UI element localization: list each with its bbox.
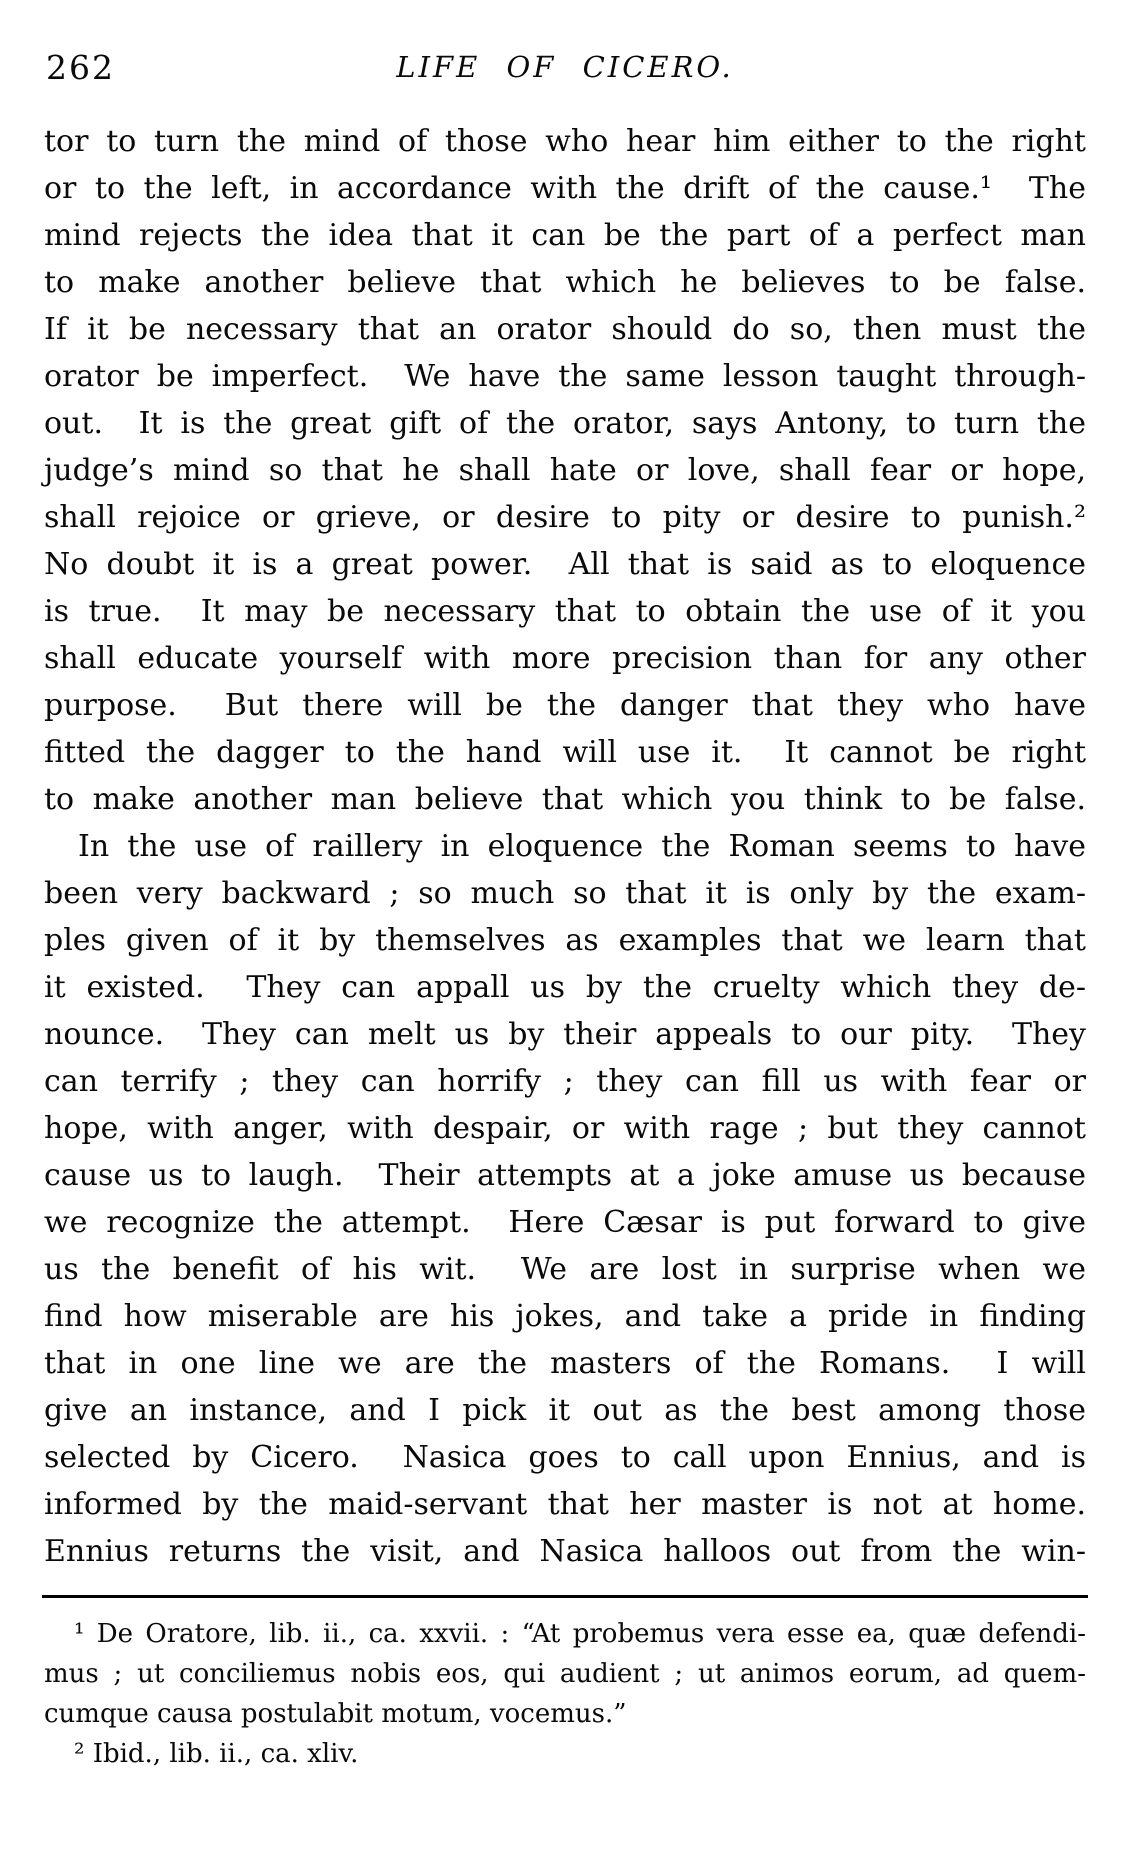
footnote-line: ² Ibid., lib. ii., ca. xliv. xyxy=(74,1739,359,1769)
text-line: fitted the dagger to the hand will use it. It cannot be right xyxy=(44,735,1086,770)
text-line: can terrify ; they can horrify ; they can fill us with fear or xyxy=(44,1064,1086,1099)
text-line: find how miserable are his jokes, and take a pride in finding xyxy=(44,1299,1086,1334)
footnote-separator xyxy=(42,1595,1088,1598)
running-header xyxy=(0,0,1130,92)
text-line: selected by Cicero. Nasica goes to call upon Ennius, and is xyxy=(44,1440,1086,1475)
page-number: 262 xyxy=(46,48,115,87)
footnote-line: cumque causa postulabit motum, vocemus.” xyxy=(44,1699,627,1729)
text-line: we recognize the attempt. Here Cæsar is put forward to give xyxy=(44,1205,1086,1240)
text-line: it existed. They can appall us by the cruelty which they de- xyxy=(44,970,1086,1005)
footnote-line: ¹ De Oratore, lib. ii., ca. xxvii. : “At probemus vera esse ea, quæ defendi- xyxy=(74,1619,1086,1649)
text-line: hope, with anger, with despair, or with rage ; but they cannot xyxy=(44,1111,1086,1146)
text-line: or to the left, in accordance with the drift of the cause.¹ The xyxy=(44,171,1086,206)
text-line: been very backward ; so much so that it is only by the exam- xyxy=(44,876,1086,911)
body-text xyxy=(0,118,1130,1575)
text-line: shall educate yourself with more precision than for any other xyxy=(44,641,1086,676)
footnotes xyxy=(0,1614,1130,1774)
paragraph-start-line: In the use of raillery in eloquence the Roman seems to have xyxy=(78,829,1086,864)
text-line: shall rejoice or grieve, or desire to pity or desire to punish.² xyxy=(44,500,1086,535)
footnote-line: mus ; ut conciliemus nobis eos, qui audient ; ut animos eorum, ad quem- xyxy=(44,1659,1086,1689)
text-line: judge’s mind so that he shall hate or love, shall fear or hope, xyxy=(44,453,1086,488)
text-line: If it be necessary that an orator should do so, then must the xyxy=(44,312,1086,347)
text-line: us the benefit of his wit. We are lost in surprise when we xyxy=(44,1252,1086,1287)
text-line: ples given of it by themselves as examples that we learn that xyxy=(44,923,1086,958)
text-line: out. It is the great gift of the orator, says Antony, to turn the xyxy=(44,406,1086,441)
text-line: orator be imperfect. We have the same lesson taught through- xyxy=(44,359,1086,394)
text-line: purpose. But there will be the danger that they who have xyxy=(44,688,1086,723)
text-line: No doubt it is a great power. All that is said as to eloquence xyxy=(44,547,1086,582)
text-line: informed by the maid-servant that her master is not at home. xyxy=(44,1487,1086,1522)
text-line: cause us to laugh. Their attempts at a joke amuse us because xyxy=(44,1158,1086,1193)
text-line: to make another man believe that which you think to be false. xyxy=(44,782,1086,817)
text-line: nounce. They can melt us by their appeals to our pity. They xyxy=(44,1017,1086,1052)
text-line: give an instance, and I pick it out as the best among those xyxy=(44,1393,1086,1428)
text-line: mind rejects the idea that it can be the part of a perfect man xyxy=(44,218,1086,253)
text-line: Ennius returns the visit, and Nasica halloos out from the win- xyxy=(44,1534,1086,1569)
text-line: is true. It may be necessary that to obtain the use of it you xyxy=(44,594,1086,629)
text-line: that in one line we are the masters of the Romans. I will xyxy=(44,1346,1086,1381)
running-title: LIFE OF CICERO. xyxy=(396,50,734,84)
text-line: to make another believe that which he believes to be false. xyxy=(44,265,1086,300)
text-line: tor to turn the mind of those who hear him either to the right xyxy=(44,124,1086,159)
